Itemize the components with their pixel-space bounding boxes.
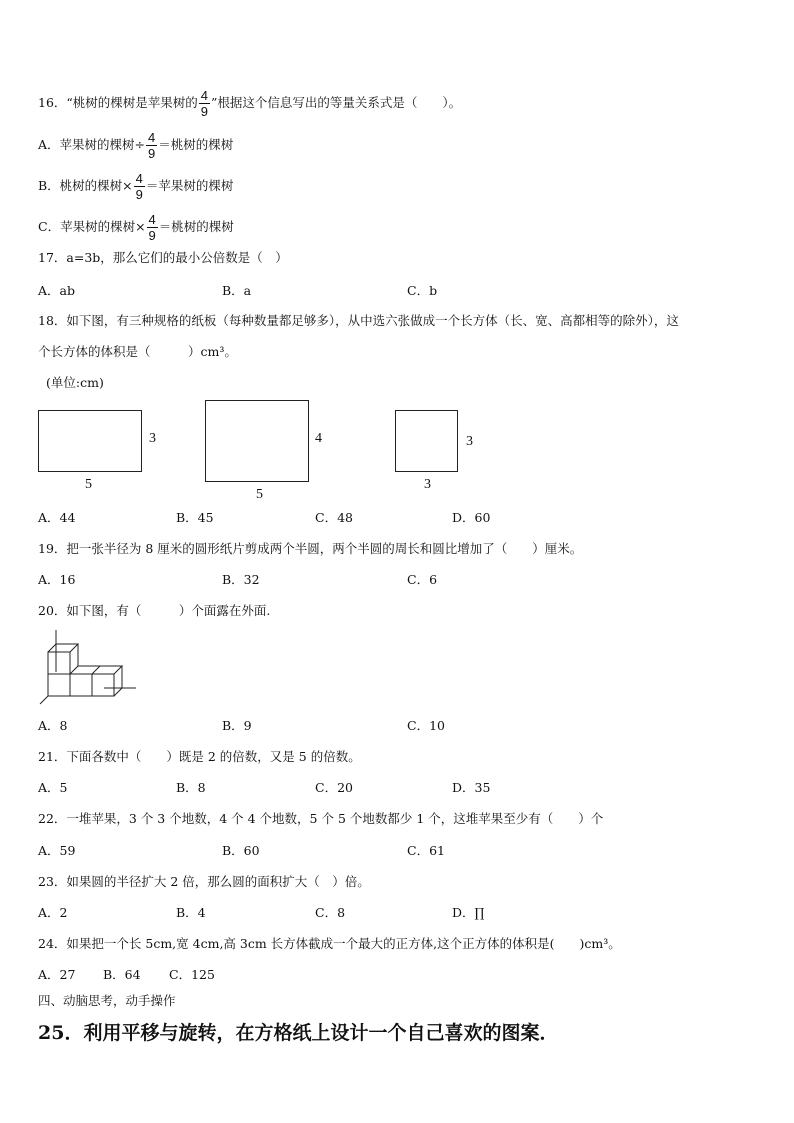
q16-suffix: ”根据这个信息写出的等量关系式是（ ）。 bbox=[211, 95, 462, 110]
q19-stem: 19．把一张半径为 8 厘米的圆形纸片剪成两个半圆，两个半圆的周长和圆比增加了（ ）厘米。 bbox=[38, 541, 583, 556]
q22-stem: 22．一堆苹果，3 个 3 个地数，4 个 4 个地数，5 个 5 个地数都少 1 个，这堆苹果至少有（ ）个 bbox=[38, 811, 604, 826]
q24-stem: 24．如果把一个长 5cm,宽 4cm,高 3cm 长方体截成一个最大的正方体,这个正方体的体积是( )cm³。 bbox=[38, 936, 621, 951]
q23-option-a[interactable]: A．2 bbox=[38, 905, 68, 920]
q21-option-d[interactable]: D．35 bbox=[452, 780, 491, 795]
q16-option-a-fraction: $\frac{4}{9}$ bbox=[148, 130, 156, 161]
q18-board-5x4 bbox=[205, 400, 309, 482]
q24-option-a[interactable]: A．27 bbox=[38, 967, 76, 982]
q21-option-a[interactable]: A．5 bbox=[38, 780, 68, 795]
q23-stem: 23．如果圆的半径扩大 2 倍，那么圆的面积扩大（ ）倍。 bbox=[38, 874, 370, 889]
q18-board-5x4-width: 5 bbox=[256, 487, 263, 502]
q16-option-a[interactable]: A．苹果树的棵树÷ $\frac{4}{9}$ ＝桃树的棵树 bbox=[38, 130, 234, 161]
q16-option-b-fraction: $\frac{4}{9}$ bbox=[135, 171, 143, 202]
q21-option-b[interactable]: B．8 bbox=[176, 780, 206, 795]
section-heading: 四、动脑思考，动手操作 bbox=[38, 993, 176, 1008]
q20-option-a[interactable]: A．8 bbox=[38, 718, 68, 733]
q23-option-b[interactable]: B．4 bbox=[176, 905, 206, 920]
q22-option-a[interactable]: A．59 bbox=[38, 843, 76, 858]
q18-board-5x4-height: 4 bbox=[315, 431, 322, 446]
q18-board-3x3-width: 3 bbox=[424, 477, 431, 492]
q17-option-b[interactable]: B．a bbox=[222, 283, 252, 298]
q18-stem-line1: 18．如下图，有三种规格的纸板（每种数量都足够多），从中选六张做成一个长方体（长、宽、高都相等的除外），这 bbox=[38, 313, 679, 328]
q18-board-5x3 bbox=[38, 410, 142, 472]
q16-option-c[interactable]: C．苹果树的棵树× $\frac{4}{9}$ ＝桃树的棵树 bbox=[38, 212, 234, 243]
q21-stem: 21．下面各数中（ ）既是 2 的倍数，又是 5 的倍数。 bbox=[38, 749, 361, 764]
q21-option-c[interactable]: C．20 bbox=[315, 780, 353, 795]
q20-option-c[interactable]: C．10 bbox=[407, 718, 445, 733]
q18-stem-line2: 个长方体的体积是（ ）cm³。 bbox=[38, 344, 237, 359]
q18-board-3x3-height: 3 bbox=[466, 434, 473, 449]
q18-option-a[interactable]: A．44 bbox=[38, 510, 76, 525]
q25-stem: 25．利用平移与旋转，在方格纸上设计一个自己喜欢的图案． bbox=[38, 1022, 559, 1044]
q18-unit-label: (单位:cm) bbox=[46, 375, 104, 390]
q23-option-d[interactable]: D．∏ bbox=[452, 905, 485, 920]
q16-option-c-fraction: $\frac{4}{9}$ bbox=[148, 212, 156, 243]
q18-option-b[interactable]: B．45 bbox=[176, 510, 214, 525]
q18-option-c[interactable]: C．48 bbox=[315, 510, 353, 525]
q18-board-5x3-height: 3 bbox=[149, 431, 156, 446]
q18-board-3x3 bbox=[395, 410, 458, 472]
q17-option-a[interactable]: A．ab bbox=[38, 283, 75, 298]
q17-stem: 17．a=3b，那么它们的最小公倍数是（ ） bbox=[38, 250, 288, 265]
q19-option-b[interactable]: B．32 bbox=[222, 572, 260, 587]
q20-option-b[interactable]: B．9 bbox=[222, 718, 252, 733]
q20-cube-figure bbox=[36, 628, 146, 708]
q18-board-5x3-width: 5 bbox=[85, 477, 92, 492]
q23-option-c[interactable]: C．8 bbox=[315, 905, 346, 920]
q18-option-d[interactable]: D．60 bbox=[452, 510, 491, 525]
q20-stem: 20．如下图，有（ ）个面露在外面. bbox=[38, 603, 271, 618]
q22-option-b[interactable]: B．60 bbox=[222, 843, 260, 858]
q22-option-c[interactable]: C．61 bbox=[407, 843, 445, 858]
q17-option-c[interactable]: C．b bbox=[407, 283, 438, 298]
q16-fraction: $\frac{4}{9}$ bbox=[200, 88, 209, 119]
q24-option-b[interactable]: B．64 bbox=[103, 967, 141, 982]
q16-stem bbox=[38, 88, 461, 119]
q19-option-c[interactable]: C．6 bbox=[407, 572, 438, 587]
q16-prefix: 16．“桃树的棵树是苹果树的 bbox=[38, 95, 198, 110]
q19-option-a[interactable]: A．16 bbox=[38, 572, 76, 587]
q24-option-c[interactable]: C．125 bbox=[169, 967, 215, 982]
q16-option-b[interactable]: B．桃树的棵树× $\frac{4}{9}$ ＝苹果树的棵树 bbox=[38, 171, 234, 202]
